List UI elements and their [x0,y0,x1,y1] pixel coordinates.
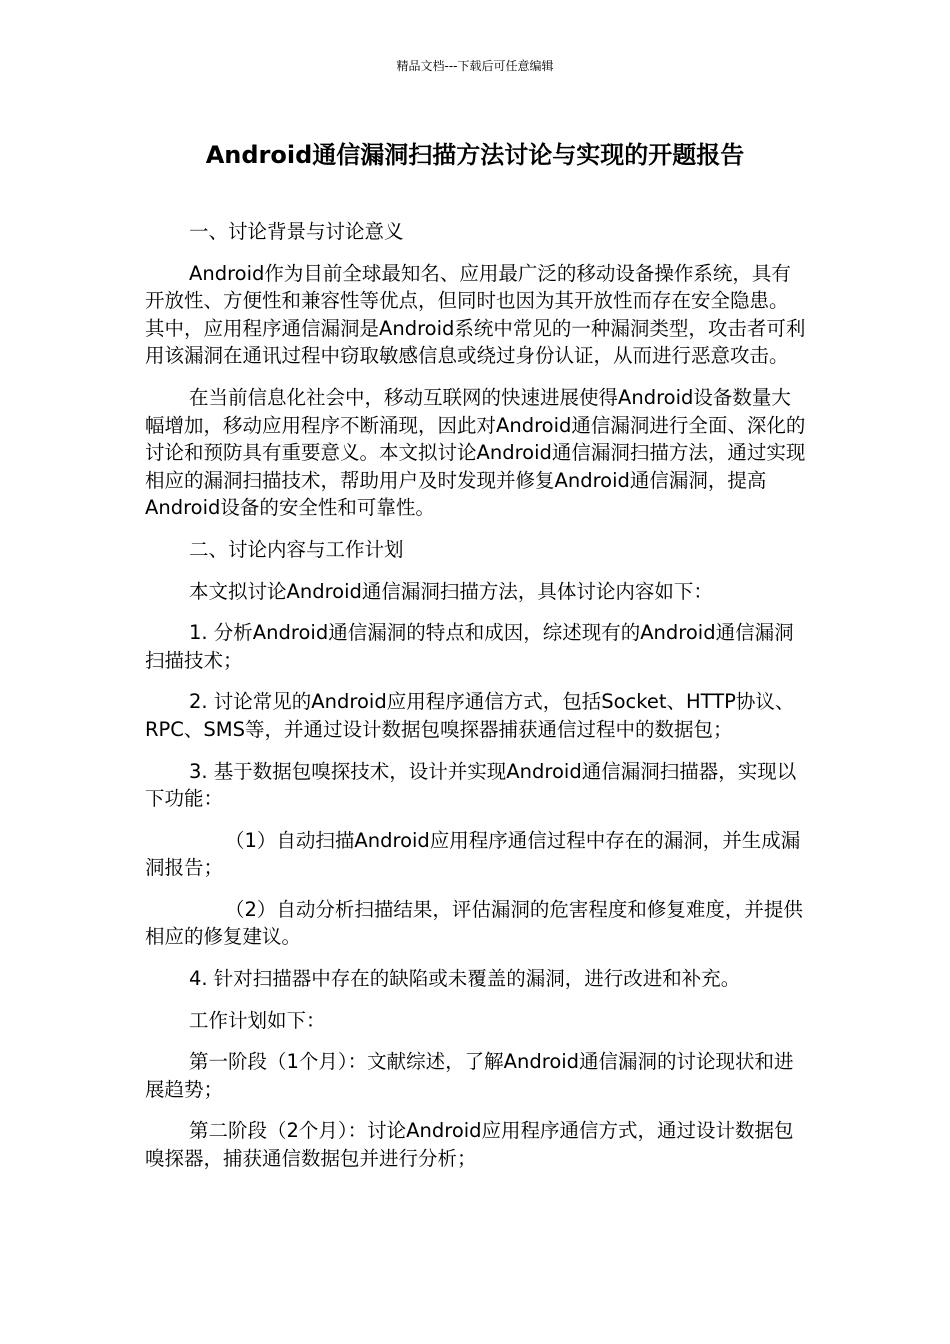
list-item-4: 4. 针对扫描器中存在的缺陷或未覆盖的漏洞，进行改进和补充。 [189,967,741,991]
document-title: Android通信漏洞扫描方法讨论与实现的开题报告 [205,141,745,169]
paragraph-content-intro: 本文拟讨论Android通信漏洞扫描方法，具体讨论内容如下： [189,579,713,603]
document-body [145,218,807,1187]
paragraph-work-plan-intro: 工作计划如下： [189,1008,326,1032]
section-heading-content-plan: 二、讨论内容与工作计划 [189,537,404,561]
plan-stage-1: 第一阶段（1个月）：文献综述，了解Android通信漏洞的讨论现状和进展趋势； [145,1050,794,1101]
plan-stage-2: 第二阶段（2个月）：讨论Android应用程序通信方式，通过设计数据包嗅探器，捕获通信数据包并进行分析； [145,1119,794,1171]
list-item-3: 3. 基于数据包嗅探技术，设计并实现Android通信漏洞扫描器，实现以下功能： [145,759,797,811]
paragraph-android-intro: Android作为目前全球最知名、应用最广泛的移动设备操作系统，具有开放性、方便性和兼容性等优点，但同时也因为其开放性而存在安全隐患。其中，应用程序通信漏洞是Android系统中常见的一种漏洞类型，攻击者可利用该漏洞在通讯过程中窃取敏感信息或绕过身份认证，从而进行恶意攻击。 [145,261,806,368]
sub-item-1: （1）自动扫描Android应用程序通信过程中存在的漏洞，并生成漏洞报告； [145,828,801,880]
section-heading-background: 一、讨论背景与讨论意义 [189,220,404,243]
paragraph-significance: 在当前信息化社会中，移动互联网的快速进展使得Android设备数量大幅增加，移动应用程序不断涌现，因此对Android通信漏洞进行全面、深化的讨论和预防具有重要意义。本文拟讨论Android通信漏洞扫描方法，通过实现相应的漏洞扫描技术，帮助用户及时发现并修复Android通信漏洞，提高Android设备的安全性和可靠性。 [145,385,806,520]
sub-item-2: （2）自动分析扫描结果，评估漏洞的危害程度和修复难度，并提供相应的修复建议。 [145,897,803,949]
list-item-1: 1. 分析Android通信漏洞的特点和成因，综述现有的Android通信漏洞扫描技术； [145,621,794,672]
list-item-2: 2. 讨论常见的Android应用程序通信方式，包括Socket、HTTP协议、RPC、SMS等，并通过设计数据包嗅探器捕获通信过程中的数据包； [145,690,795,741]
page-header: 精品文档---下载后可任意编辑 [396,59,554,73]
